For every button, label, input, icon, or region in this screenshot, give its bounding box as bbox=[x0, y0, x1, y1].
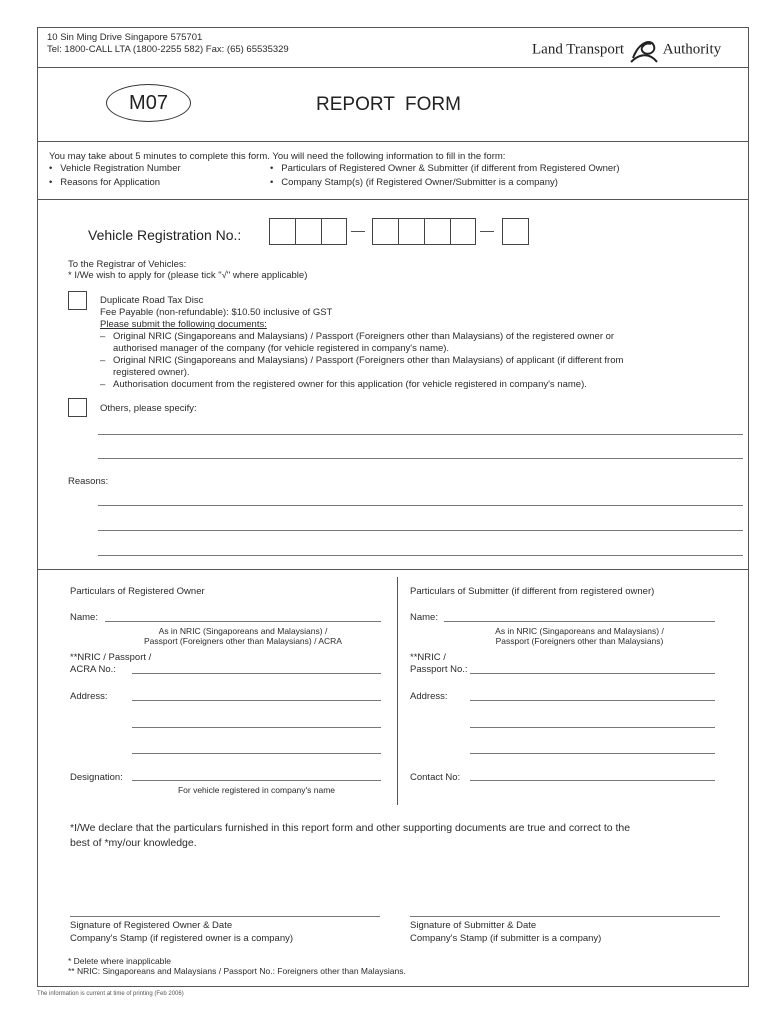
submitter-address-line-1[interactable] bbox=[470, 700, 715, 701]
owner-address-line-1[interactable] bbox=[132, 700, 381, 701]
option-title: Duplicate Road Tax Disc bbox=[100, 295, 204, 306]
fee-text: Fee Payable (non-refundable): $10.50 inclusive of GST bbox=[100, 307, 333, 318]
submitter-stamp-label: Company's Stamp (if submitter is a company) bbox=[410, 933, 602, 944]
reasons-line-2[interactable] bbox=[98, 530, 743, 531]
logo-text-left: Land Transport bbox=[532, 41, 625, 58]
owner-nric-label: **NRIC / Passport / bbox=[70, 652, 152, 663]
submitter-nric-label: Passport No.: bbox=[410, 664, 468, 675]
reasons-label: Reasons: bbox=[68, 476, 109, 487]
reasons-line-3[interactable] bbox=[98, 555, 743, 556]
form-code: M07 bbox=[129, 92, 168, 114]
doc-dash: – bbox=[100, 379, 106, 390]
footnote-2: ** NRIC: Singaporeans and Malaysians / Passport No.: Foreigners other than Malaysians. bbox=[68, 966, 406, 976]
submitter-contact-label: Contact No: bbox=[410, 772, 461, 783]
address-line-1: 10 Sin Ming Drive Singapore 575701 bbox=[47, 32, 203, 43]
owner-nric-label: ACRA No.: bbox=[70, 664, 116, 675]
submit-docs-heading: Please submit the following documents: bbox=[100, 319, 267, 330]
form-title: REPORT FORM bbox=[316, 94, 461, 115]
lta-logo bbox=[532, 36, 721, 64]
owner-name-field[interactable] bbox=[105, 621, 381, 622]
dash-separator: — bbox=[480, 222, 494, 238]
column-divider bbox=[397, 577, 398, 805]
owner-designation-label: Designation: bbox=[70, 772, 123, 783]
doc-item: Authorisation document from the registered owner for this application (for vehicle registered in company's name). bbox=[113, 379, 587, 390]
owner-stamp-label: Company's Stamp (if registered owner is a company) bbox=[70, 933, 294, 944]
submitter-signature-field[interactable] bbox=[410, 916, 720, 917]
owner-designation-note: For vehicle registered in company's name bbox=[177, 785, 336, 795]
registrar-instruction: * I/We wish to apply for (please tick "√" where applicable) bbox=[68, 270, 308, 281]
submitter-nric-field[interactable] bbox=[470, 673, 715, 674]
owner-signature-label: Signature of Registered Owner & Date bbox=[70, 920, 233, 931]
submitter-name-field[interactable] bbox=[444, 621, 715, 622]
declaration-line-2: best of *my/our knowledge. bbox=[70, 837, 197, 849]
vehicle-suffix-input[interactable] bbox=[502, 218, 529, 245]
intro-text: You may take about 5 minutes to complete this form. You will need the following information to fill in the form: bbox=[49, 151, 506, 162]
footnote-1: * Delete where inapplicable bbox=[68, 956, 172, 966]
intro-bullet: • Company Stamp(s) (if Registered Owner/Submitter is a company) bbox=[270, 177, 558, 188]
doc-dash: – bbox=[100, 331, 106, 342]
printing-note: The information is current at time of printing (Feb 2006) bbox=[37, 991, 184, 997]
submitter-address-line-3[interactable] bbox=[470, 753, 715, 754]
doc-item: authorised manager of the company (for vehicle registered in company's name). bbox=[113, 343, 450, 354]
divider bbox=[37, 141, 749, 142]
vehicle-prefix-input[interactable] bbox=[269, 218, 347, 245]
address-line-2: Tel: 1800-CALL LTA (1800-2255 582) Fax: (65) 65535329 bbox=[47, 44, 289, 55]
submitter-name-note: Passport (Foreigners other than Malaysians) bbox=[495, 636, 664, 646]
divider bbox=[37, 199, 749, 200]
doc-item: Original NRIC (Singaporeans and Malaysians) / Passport (Foreigners other than Malaysians) of applicant (if different from bbox=[113, 355, 624, 366]
intro-bullet: • Vehicle Registration Number bbox=[49, 163, 181, 174]
divider bbox=[37, 569, 749, 570]
doc-item: Original NRIC (Singaporeans and Malaysians) / Passport (Foreigners other than Malaysians) of the registered owner or bbox=[113, 331, 615, 342]
others-line-1[interactable] bbox=[98, 434, 743, 435]
owner-address-label: Address: bbox=[70, 691, 108, 702]
owner-name-note: As in NRIC (Singaporeans and Malaysians) / bbox=[158, 626, 328, 636]
owner-address-line-2[interactable] bbox=[132, 727, 381, 728]
declaration-line-1: *I/We declare that the particulars furnished in this report form and other supporting documents are true and correct to the bbox=[70, 822, 631, 834]
others-line-2[interactable] bbox=[98, 458, 743, 459]
submitter-address-label: Address: bbox=[410, 691, 448, 702]
intro-bullet: • Reasons for Application bbox=[49, 177, 161, 188]
submitter-heading: Particulars of Submitter (if different from registered owner) bbox=[410, 586, 655, 597]
divider bbox=[37, 67, 749, 68]
duplicate-road-tax-checkbox[interactable] bbox=[68, 291, 87, 310]
others-checkbox[interactable] bbox=[68, 398, 87, 417]
submitter-nric-label: **NRIC / bbox=[410, 652, 446, 663]
logo-text-right: Authority bbox=[662, 41, 722, 58]
submitter-name-label: Name: bbox=[410, 612, 438, 623]
owner-designation-field[interactable] bbox=[132, 780, 381, 781]
owner-address-line-3[interactable] bbox=[132, 753, 381, 754]
submitter-name-note: As in NRIC (Singaporeans and Malaysians) / bbox=[495, 626, 664, 636]
submitter-address-line-2[interactable] bbox=[470, 727, 715, 728]
intro-bullet: • Particulars of Registered Owner & Submitter (if different from Registered Owner) bbox=[270, 163, 620, 174]
submitter-contact-field[interactable] bbox=[470, 780, 715, 781]
owner-name-note: Passport (Foreigners other than Malaysians) / ACRA bbox=[144, 636, 342, 646]
lta-emblem-icon bbox=[629, 36, 659, 64]
owner-name-label: Name: bbox=[70, 612, 98, 623]
vehicle-registration-label: Vehicle Registration No.: bbox=[88, 227, 242, 243]
owner-signature-field[interactable] bbox=[70, 916, 380, 917]
doc-item: registered owner). bbox=[113, 367, 190, 378]
owner-nric-field[interactable] bbox=[132, 673, 381, 674]
doc-dash: – bbox=[100, 355, 106, 366]
owner-heading: Particulars of Registered Owner bbox=[70, 586, 205, 597]
dash-separator: — bbox=[351, 222, 365, 238]
registrar-heading: To the Registrar of Vehicles: bbox=[68, 259, 187, 270]
vehicle-number-input[interactable] bbox=[372, 218, 476, 245]
reasons-line-1[interactable] bbox=[98, 505, 743, 506]
option-title: Others, please specify: bbox=[100, 403, 197, 414]
submitter-signature-label: Signature of Submitter & Date bbox=[410, 920, 537, 931]
